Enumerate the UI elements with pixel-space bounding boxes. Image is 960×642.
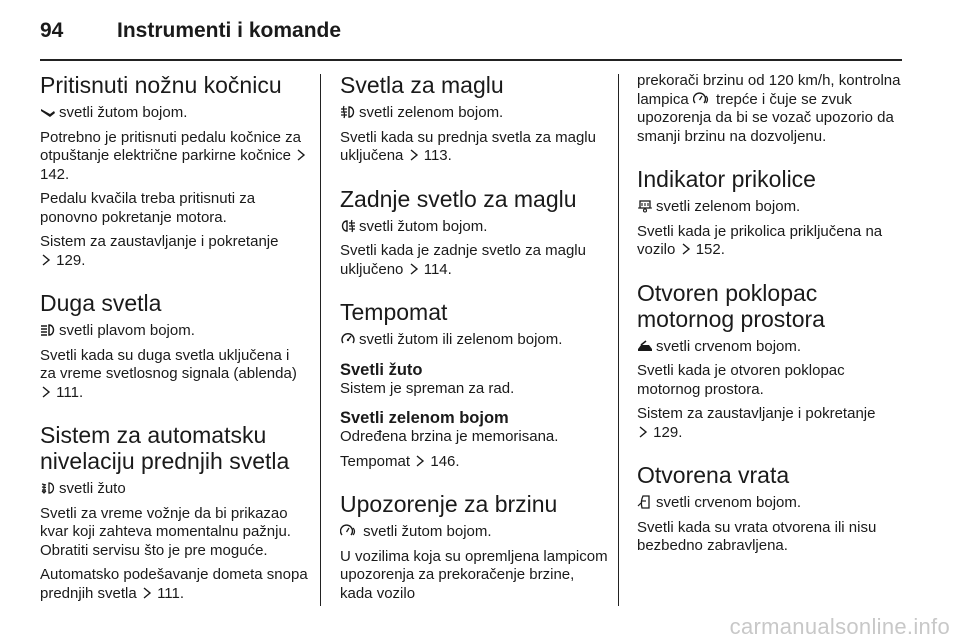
section-text: svetli zelenom bojom. bbox=[359, 104, 504, 121]
brake-pedal-icon bbox=[40, 105, 56, 119]
section-trailer-indicator bbox=[637, 166, 905, 260]
high-beam-icon bbox=[40, 323, 56, 337]
section-high-beam bbox=[40, 290, 308, 402]
rear-fog-light-icon bbox=[340, 219, 356, 233]
section-brake-pedal bbox=[40, 72, 308, 270]
section-lights-green bbox=[340, 408, 608, 471]
section-text: Automatsko podešavanje dometa snopa prednjih svetla bbox=[40, 566, 308, 602]
page-ref-link[interactable]: 111. bbox=[157, 584, 185, 602]
section-text: prekorači brzinu od 120 km/h, kontrolna lampica bbox=[637, 72, 901, 108]
page-ref-link[interactable]: 152. bbox=[695, 241, 725, 258]
section-text: svetli plavom bojom. bbox=[59, 322, 195, 339]
page-header bbox=[0, 0, 960, 60]
section-heading: Svetla za maglu bbox=[340, 72, 504, 98]
section-text: svetli žutom bojom. bbox=[59, 104, 188, 121]
column-2 bbox=[340, 72, 608, 623]
section-lights-yellow bbox=[340, 360, 608, 399]
section-cruise-control bbox=[340, 299, 608, 350]
subsection-heading: Svetli žuto bbox=[340, 360, 423, 379]
section-hood-open bbox=[637, 280, 905, 443]
section-headlight-leveling bbox=[40, 422, 308, 603]
section-rear-fog bbox=[340, 186, 608, 280]
page-ref-icon bbox=[296, 149, 306, 161]
page-ref-icon bbox=[681, 243, 691, 255]
section-front-fog bbox=[340, 72, 608, 166]
section-heading: Zadnje svetlo za maglu bbox=[340, 185, 577, 212]
section-text: Sistem za zaustavljanje i pokretanje bbox=[40, 233, 279, 250]
trailer-indicator-icon bbox=[637, 199, 653, 213]
section-heading: Sistem za automatsku nivelaciju prednjih svetla bbox=[40, 422, 290, 474]
front-fog-light-icon bbox=[340, 105, 356, 119]
column-divider-1 bbox=[320, 74, 321, 606]
page-ref-link[interactable]: 146. bbox=[430, 452, 460, 470]
section-text: trepće i čuje se zvuk upozorenja da bi se vozač upozorio da smanji brzinu na dozvoljenu. bbox=[637, 90, 894, 145]
section-text: Potrebno je pritisnuti pedalu kočnice za otpuštanje električne parkirne kočnice bbox=[40, 128, 301, 164]
page-number: 94 bbox=[40, 19, 64, 42]
subsection-heading: Svetli zelenom bojom bbox=[340, 409, 509, 427]
section-text: Određena brzina je memorisana. bbox=[340, 428, 559, 445]
section-text: Svetli kada su duga svetla uključena i za vreme svetlosnog signala (ablenda) bbox=[40, 346, 297, 382]
page-ref-link[interactable]: 114. bbox=[423, 260, 452, 278]
section-text: Svetli kada su prednja svetla za maglu uključena bbox=[340, 128, 596, 164]
section-text: svetli žutom bojom. bbox=[359, 217, 488, 235]
section-text: Tempomat bbox=[340, 452, 411, 470]
section-heading: Pritisnuti nožnu kočnicu bbox=[40, 72, 282, 98]
column-3 bbox=[637, 72, 905, 576]
page-ref-icon bbox=[409, 263, 419, 275]
page-ref-icon bbox=[142, 587, 152, 599]
page-ref-link[interactable]: 129. bbox=[653, 423, 683, 441]
page-ref-icon bbox=[638, 426, 648, 438]
page-ref-icon bbox=[41, 386, 51, 398]
section-speed-warning-cont bbox=[637, 72, 905, 146]
page-ref-link[interactable]: 111. bbox=[56, 383, 84, 401]
section-text: Svetli za vreme vožnje da bi prikazao kvar koji zahteva momentalnu pažnju. Obratiti servisu što je pre moguće. bbox=[40, 504, 291, 559]
section-text: Sistem je spreman za rad. bbox=[340, 379, 515, 397]
section-text: Svetli kada je otvoren poklopac motornog prostora. bbox=[637, 362, 845, 398]
watermark: carmanualsonline.info bbox=[729, 614, 950, 639]
section-text: svetli žutom bojom. bbox=[363, 523, 492, 540]
door-open-icon bbox=[637, 495, 653, 509]
section-heading: Tempomat bbox=[340, 299, 448, 325]
section-text: Svetli kada je prikolica priključena na vozilo bbox=[637, 222, 883, 258]
section-heading: Duga svetla bbox=[40, 290, 162, 316]
section-text: Svetli kada je zadnje svetlo za maglu uključeno bbox=[340, 242, 586, 278]
section-text: U vozilima koja su opremljena lampicom upozorenja za prekoračenje brzine, kada vozilo bbox=[340, 547, 608, 602]
column-1 bbox=[40, 72, 308, 623]
section-text: svetli crvenom bojom. bbox=[656, 494, 802, 511]
section-heading: Upozorenje za brzinu bbox=[340, 491, 558, 517]
section-door-open bbox=[637, 462, 905, 556]
headlight-leveling-icon bbox=[40, 481, 56, 495]
section-text: Sistem za zaustavljanje i pokretanje bbox=[637, 405, 876, 422]
page-title: Instrumenti i komande bbox=[117, 19, 342, 42]
section-text: Pedalu kvačila treba pritisnuti za ponovno pokretanje motora. bbox=[40, 190, 256, 226]
page-ref-icon bbox=[41, 254, 51, 266]
page-ref-icon bbox=[415, 455, 425, 467]
section-text: Svetli kada su vrata otvorena ili nisu bezbedno zabravljena. bbox=[637, 518, 877, 554]
page-ref-icon bbox=[409, 149, 419, 161]
page-ref-link[interactable]: 113. bbox=[423, 147, 452, 164]
section-speed-warning bbox=[340, 491, 608, 603]
cruise-control-icon bbox=[340, 332, 356, 346]
section-heading: Indikator prikolice bbox=[637, 166, 816, 192]
section-heading: Otvorena vrata bbox=[637, 462, 790, 488]
section-text: svetli žutom ili zelenom bojom. bbox=[359, 331, 563, 348]
hood-open-icon bbox=[637, 339, 653, 353]
page-ref-link[interactable]: 142. bbox=[40, 165, 70, 183]
section-heading: Otvoren poklopac motornog prostora bbox=[637, 279, 825, 332]
header-divider bbox=[40, 59, 902, 61]
section-text: svetli zelenom bojom. bbox=[656, 198, 801, 215]
speed-warning-icon bbox=[340, 524, 356, 538]
section-text: svetli crvenom bojom. bbox=[656, 337, 802, 355]
column-divider-2 bbox=[618, 74, 619, 606]
page-ref-link[interactable]: 129. bbox=[56, 251, 86, 269]
section-text: svetli žuto bbox=[59, 480, 126, 497]
speed-warning-icon bbox=[693, 92, 709, 106]
